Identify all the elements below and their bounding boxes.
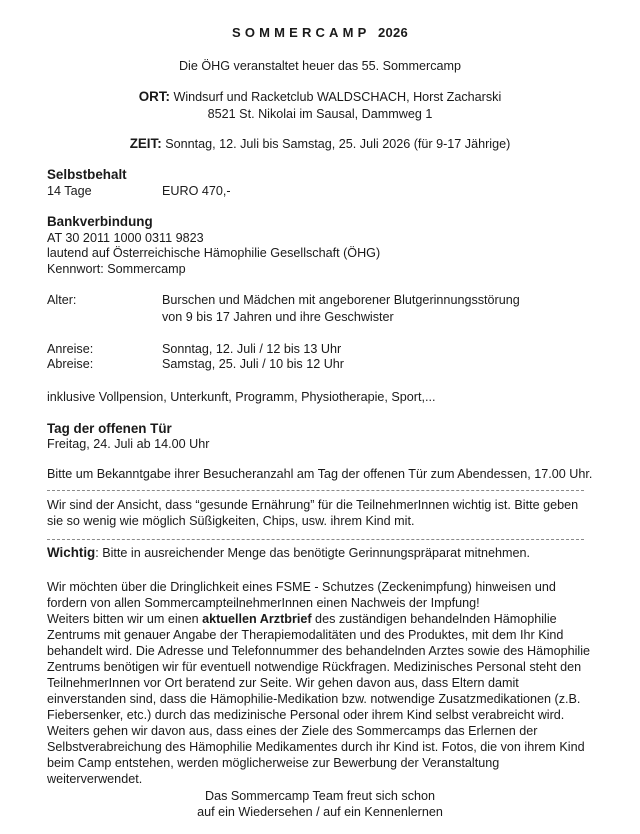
medical-line: Zentrums benötigen wir für eventuell notwendige Rückfragen. Medizinisches Personal steht den [47, 660, 582, 674]
open-day-request: Bitte um Bekanntgabe ihrer Besucheranzahl am Tag der offenen Tür zum Abendessen, 17.00 Uhr. [47, 467, 593, 481]
medical-line: beim Camp entstehen, werden möglicherweise zur Bewerbung der Veranstaltung [47, 756, 500, 770]
location-line-1 [0, 89, 640, 105]
title-year: 2026 [377, 25, 408, 40]
age-label: Alter: [47, 293, 77, 307]
location-venue: Windsurf und Racketclub WALDSCHACH, Horst Zacharski [173, 90, 502, 104]
departure-value: Samstag, 25. Juli / 10 bis 12 Uhr [162, 357, 345, 371]
bank-holder: lautend auf Österreichische Hämophilie Gesellschaft (ÖHG) [47, 246, 381, 260]
medical-line: fordern von allen SommercampteilnehmerInnen einen Nachweis der Impfung! [47, 596, 480, 610]
bank-iban: AT 30 2011 1000 0311 9823 [47, 231, 204, 245]
important-label: Wichtig [47, 545, 96, 560]
medical-line: Weiters gehen wir davon aus, dass eines der Ziele des Sommercamps das Erlernen der [47, 724, 538, 738]
location-label: ORT: [138, 89, 170, 104]
selbstbehalt-price: EURO 470,- [162, 184, 231, 198]
nutrition-line-1: Wir sind der Ansicht, dass “gesunde Ernährung” für die TeilnehmerInnen wichtig ist. Bitte geben [47, 498, 579, 512]
time-label: ZEIT: [129, 136, 162, 151]
medical-line: Fiebersenker, etc.) durch das medizinische Personal oder ihrem Kind selbst verabreicht wird. [47, 708, 565, 722]
selbstbehalt-duration: 14 Tage [47, 184, 92, 198]
medical-line: Zentrums mit genauer Angabe der Therapiemodalitäten und des Produktes, mit dem Ihr Kind [47, 628, 564, 642]
open-day-heading: Tag der offenen Tür [47, 421, 172, 436]
title-word: SOMMERCAMP [232, 25, 371, 40]
medical-text: des zuständigen behandelnden Hämophilie [311, 612, 557, 626]
dashed-divider [47, 490, 584, 491]
departure-label: Abreise: [47, 357, 94, 371]
age-line-2: von 9 bis 17 Jahren und ihre Geschwister [162, 310, 394, 324]
medical-line: Selbstverabreichung des Hämophilie Medikamentes durch ihr Kind ist. Fotos, die von ihrem Kind [47, 740, 585, 754]
medical-line: behandelt wird. Die Adresse und Telefonnummer des behandelnden Arztes sowie des Hämophilie [47, 644, 591, 658]
bank-heading: Bankverbindung [47, 214, 153, 229]
arrival-value: Sonntag, 12. Juli / 12 bis 13 Uhr [162, 342, 342, 356]
time-value: Sonntag, 12. Juli bis Samstag, 25. Juli 2026 (für 9-17 Jährige) [165, 137, 511, 151]
medical-text: Weiters bitten wir um einen [47, 612, 203, 626]
important-text: : Bitte in ausreichender Menge das benötigte Gerinnungspräparat mitnehmen. [95, 546, 530, 560]
age-line-1: Burschen und Mädchen mit angeborener Blutgerinnungsstörung [162, 293, 520, 307]
bank-keyword: Kennwort: Sommercamp [47, 262, 186, 276]
closing-line-2: auf ein Wiedersehen / auf ein Kennenlernen [197, 805, 443, 819]
medical-line: Wir möchten über die Dringlichkeit eines FSME - Schutzes (Zeckenimpfung) hinweisen und [47, 580, 556, 594]
closing-line-1: Das Sommercamp Team freut sich schon [204, 789, 436, 803]
important-note [47, 545, 530, 561]
medical-line: einverstanden sind, dass die Hämophilie-Medikation bzw. notwendige Zusatzmedikationen (z.B. [47, 692, 581, 706]
subtitle: Die ÖHG veranstaltet heuer das 55. Sommercamp [178, 59, 462, 73]
document-title [0, 25, 640, 41]
dashed-divider [47, 539, 584, 540]
medical-line: weiterverwendet. [47, 772, 143, 786]
inclusive-services: inklusive Vollpension, Unterkunft, Programm, Physiotherapie, Sport,... [47, 390, 436, 404]
selbstbehalt-heading: Selbstbehalt [47, 167, 127, 182]
open-day-date: Freitag, 24. Juli ab 14.00 Uhr [47, 437, 210, 451]
doctor-letter-emphasis: aktuellen Arztbrief [202, 612, 312, 626]
medical-line: TeilnehmerInnen vor Ort beratend zur Seite. Wir gehen davon aus, dass Eltern damit [47, 676, 519, 690]
arrival-label: Anreise: [47, 342, 94, 356]
nutrition-line-2: sie so wenig wie möglich Süßigkeiten, Chips, usw. ihrem Kind mit. [47, 514, 415, 528]
location-address: 8521 St. Nikolai im Sausal, Dammweg 1 [207, 107, 433, 121]
medical-line [47, 611, 557, 627]
time-line [0, 136, 640, 152]
